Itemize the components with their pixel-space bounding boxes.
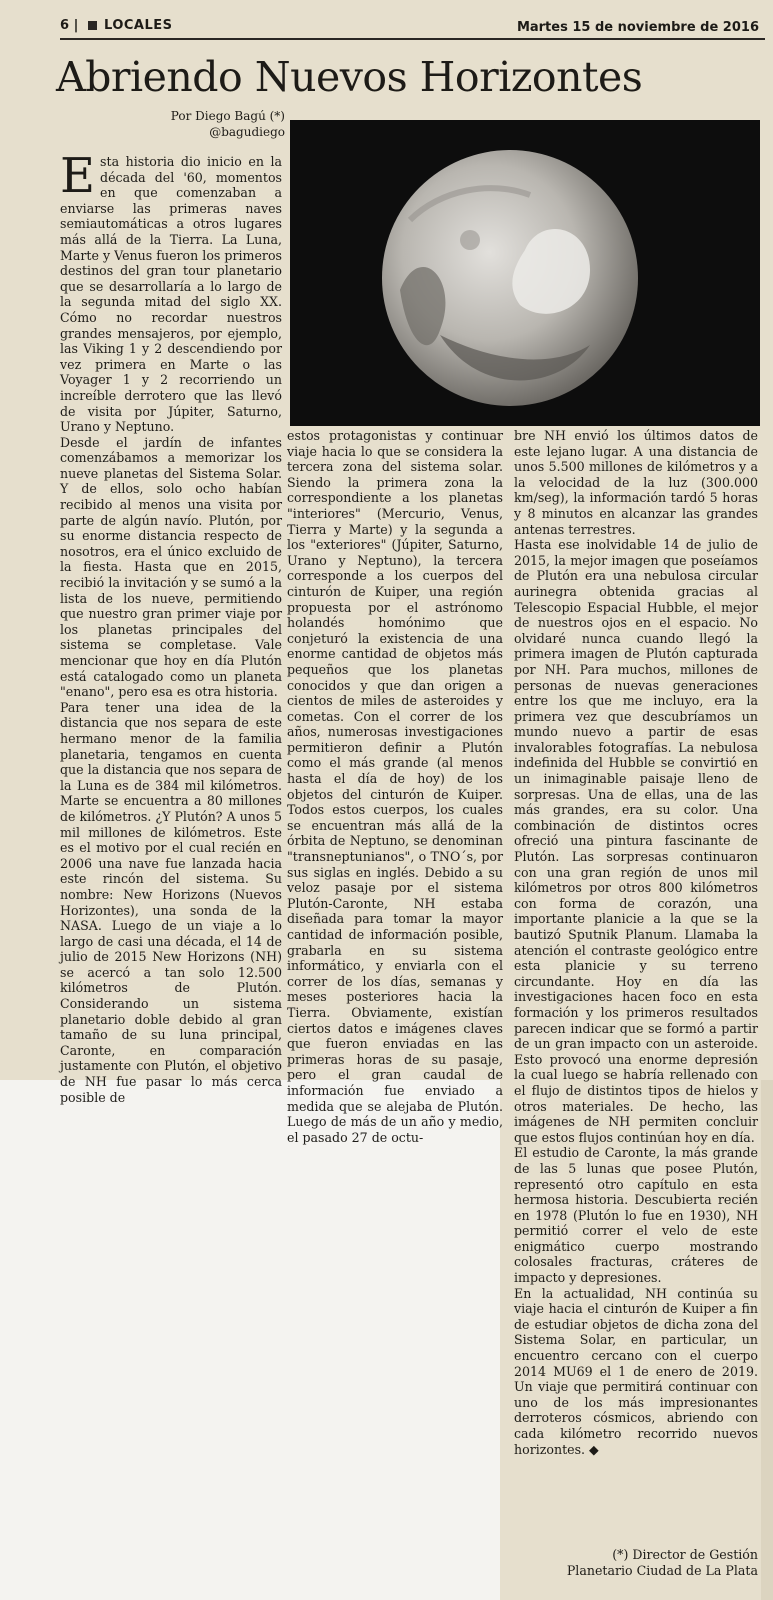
pluto-photo — [290, 120, 760, 426]
adjacent-page-edge — [761, 1080, 773, 1600]
paragraph: Desde el jardín de infantes comenzábamos a memorizar los nueve planetas del Sistema Solar. Y de ellos, solo ocho habían recibido al menos una visita por parte de algún navío. Plutón, por su enorme distancia respecto de nosotros, era el único excluido de la fiesta. Hasta que en 2015, recibió la invitación y se sumó a la lista de los nueve, permitiendo que nuestro gran primer viaje por los planetas principales del sistema se completase. Vale mencionar que hoy en día Plutón está catalogado como un planeta "enano", pero esa es otra historia. — [60, 434, 282, 700]
drop-cap: E — [60, 148, 96, 204]
paragraph: sta historia dio inicio en la década del '60, momentos en que comenzaban a enviarse las primeras naves semiautomáticas a otros lugares más allá de la Tierra. La Luna, Marte y Venus fueron los primeros destinos del gran tour planetario que se desarrollaría a lo largo de la segunda mitad del siglo XX. Cómo no recordar nuestros grandes mensajeros, por ejemplo, las Viking 1 y 2 descendiendo por vez primera en Marte o las Voyager 1 y 2 recorriendo un increíble derrotero que las llevó de visita por Júpiter, Saturno, Urano y Neptuno. — [60, 154, 282, 435]
page-header — [60, 16, 765, 40]
byline-handle: @bagudiego — [209, 125, 285, 139]
author-footnote — [514, 1547, 758, 1578]
byline-author: Por Diego Bagú (*) — [170, 109, 285, 123]
article-column-2 — [287, 428, 503, 1145]
footnote-line: (*) Director de Gestión — [612, 1547, 758, 1562]
paragraph: El estudio de Caronte, la más grande de las 5 lunas que posee Plutón, representó otro capítulo en esta hermosa historia. Descubierta recién en 1978 (Plutón lo fue en 1930), NH permitió correr el velo de este enigmático cuerpo mostrando colosales fracturas, cráteres de impacto y depresiones. — [514, 1145, 758, 1286]
pluto-globe-icon — [290, 120, 760, 426]
issue-date: Martes 15 de noviembre de 2016 — [516, 20, 759, 35]
paragraph: Para tener una idea de la distancia que nos separa de este hermano menor de la familia planetaria, tengamos en cuenta que la distancia que nos separa de la Luna es de 384 mil kilómetros. Marte se encuentra a 80 millones de kilómetros. ¿Y Plutón? A unos 5 mil millones de kilómetros. Este es el motivo por el cual recién en 2006 una nave fue lanzada hacia este rincón del sistema. Su nombre: New Horizons (Nuevos Horizontes), una sonda de la NASA. Luego de un viaje a lo largo de casi una década, el 14 de julio de 2015 New Horizons (NH) se acercó a tan solo 12.500 kilómetros de Plutón. Considerando un sistema planetario doble debido al gran tamaño de su luna principal, Caronte, en comparación justamente con Plutón, el objetivo de NH fue pasar lo más cerca posible de — [60, 699, 282, 1105]
page-number: 6 | — [60, 18, 79, 33]
section-name: LOCALES — [104, 18, 173, 33]
byline — [110, 108, 285, 140]
paragraph: En la actualidad, NH continúa su viaje hacia el cinturón de Kuiper a fin de estudiar objetos de dicha zona del Sistema Solar, en particular, un encuentro cercano con el cuerpo 2014 MU69 el 1 de enero de 2019. Un viaje que permitirá continuar con uno de los más impresionantes derroteros cósmicos, abriendo con cada kilómetro recorrido nuevos horizontes. ◆ — [514, 1285, 758, 1457]
section-square-icon — [88, 21, 97, 30]
paragraph: bre NH envió los últimos datos de este lejano lugar. A una distancia de unos 5.500 millones de kilómetros y a la velocidad de la luz (300.000 km/seg), la información tardó 5 horas y 8 minutos en alcanzar las grandes antenas terrestres. — [514, 428, 758, 537]
article-column-1 — [60, 148, 282, 1105]
paragraph: Hasta ese inolvidable 14 de julio de 2015, la mejor imagen que poseíamos de Plutón era una nebulosa circular aurinegra obtenida gracias al Telescopio Espacial Hubble, el mejor de nuestros ojos en el espacio. No olvidaré nunca cuando llegó la primera imagen de Plutón capturada por NH. Para muchos, millones de personas de nuevas generaciones entre los que me incluyo, era la primera vez que descubríamos un mundo nuevo a partir de esas invalorables fotografías. La nebulosa indefinida del Hubble se convirtió en un inimaginable paisaje lleno de sorpresas. Una de ellas, una de las más grandes, era su color. Una combinación de distintos ocres ofreció una pintura fascinante de Plutón. Las sorpresas continuaron con una gran región de unos mil kilómetros por otros 800 kilómetros con forma de corazón, una importante planicie a la que se la bautizó Sputnik Planum. Llamaba la atención el contraste geológico entre esta planicie y su terreno circundante. Hoy en día las investigaciones hacen foco en esta formación y los primeros resultados parecen indicar que se formó a partir de un gran impacto con un asteroide. Esto provocó una enorme depresión la cual luego se habría rellenado con el flujo de distintos tipos de hielos y otros materiales. De hecho, las imágenes de NH permiten concluir que estos flujos continúan hoy en día. — [514, 537, 758, 1145]
article-column-3 — [514, 428, 758, 1546]
blank-paper-area — [0, 1080, 500, 1600]
footnote-line: Planetario Ciudad de La Plata — [566, 1562, 758, 1578]
headline: Abriendo Nuevos Horizontes — [56, 53, 643, 101]
paragraph: estos protagonistas y continuar viaje hacia lo que se considera la tercera zona del sistema solar. Siendo la primera zona la correspondiente a los planetas "interiores" (Mercurio, Venus, Tierra y Marte) y la segunda a los "exteriores" (Júpiter, Saturno, Urano y Neptuno), la tercera corresponde a los cuerpos del cinturón de Kuiper, una región propuesta por el astrónomo holandés homónimo que conjeturó la existencia de una enorme cantidad de objetos más pequeños que los planetas conocidos y que dan origen a cientos de miles de asteroides y cometas. Con el correr de los años, numerosas investigaciones permitieron definir a Plutón como el más grande (al menos hasta el día de hoy) de los objetos del cinturón de Kuiper. Todos estos cuerpos, los cuales se encuentran más allá de la órbita de Neptuno, se denominan "transneptunianos", o TNO´s, por sus siglas en inglés. Debido a su veloz pasaje por el sistema Plutón-Caronte, NH estaba diseñada para tomar la mayor cantidad de información posible, grabarla en su sistema informático, y enviarla con el correr de los días, semanas y meses posteriores hacia la Tierra. Obviamente, existían ciertos datos e imágenes claves que fueron enviadas en las primeras horas de su pasaje, pero el gran caudal de información fue enviado a medida que se alejaba de Plutón. Luego de más de un año y medio, el pasado 27 de octu- — [287, 428, 503, 1145]
